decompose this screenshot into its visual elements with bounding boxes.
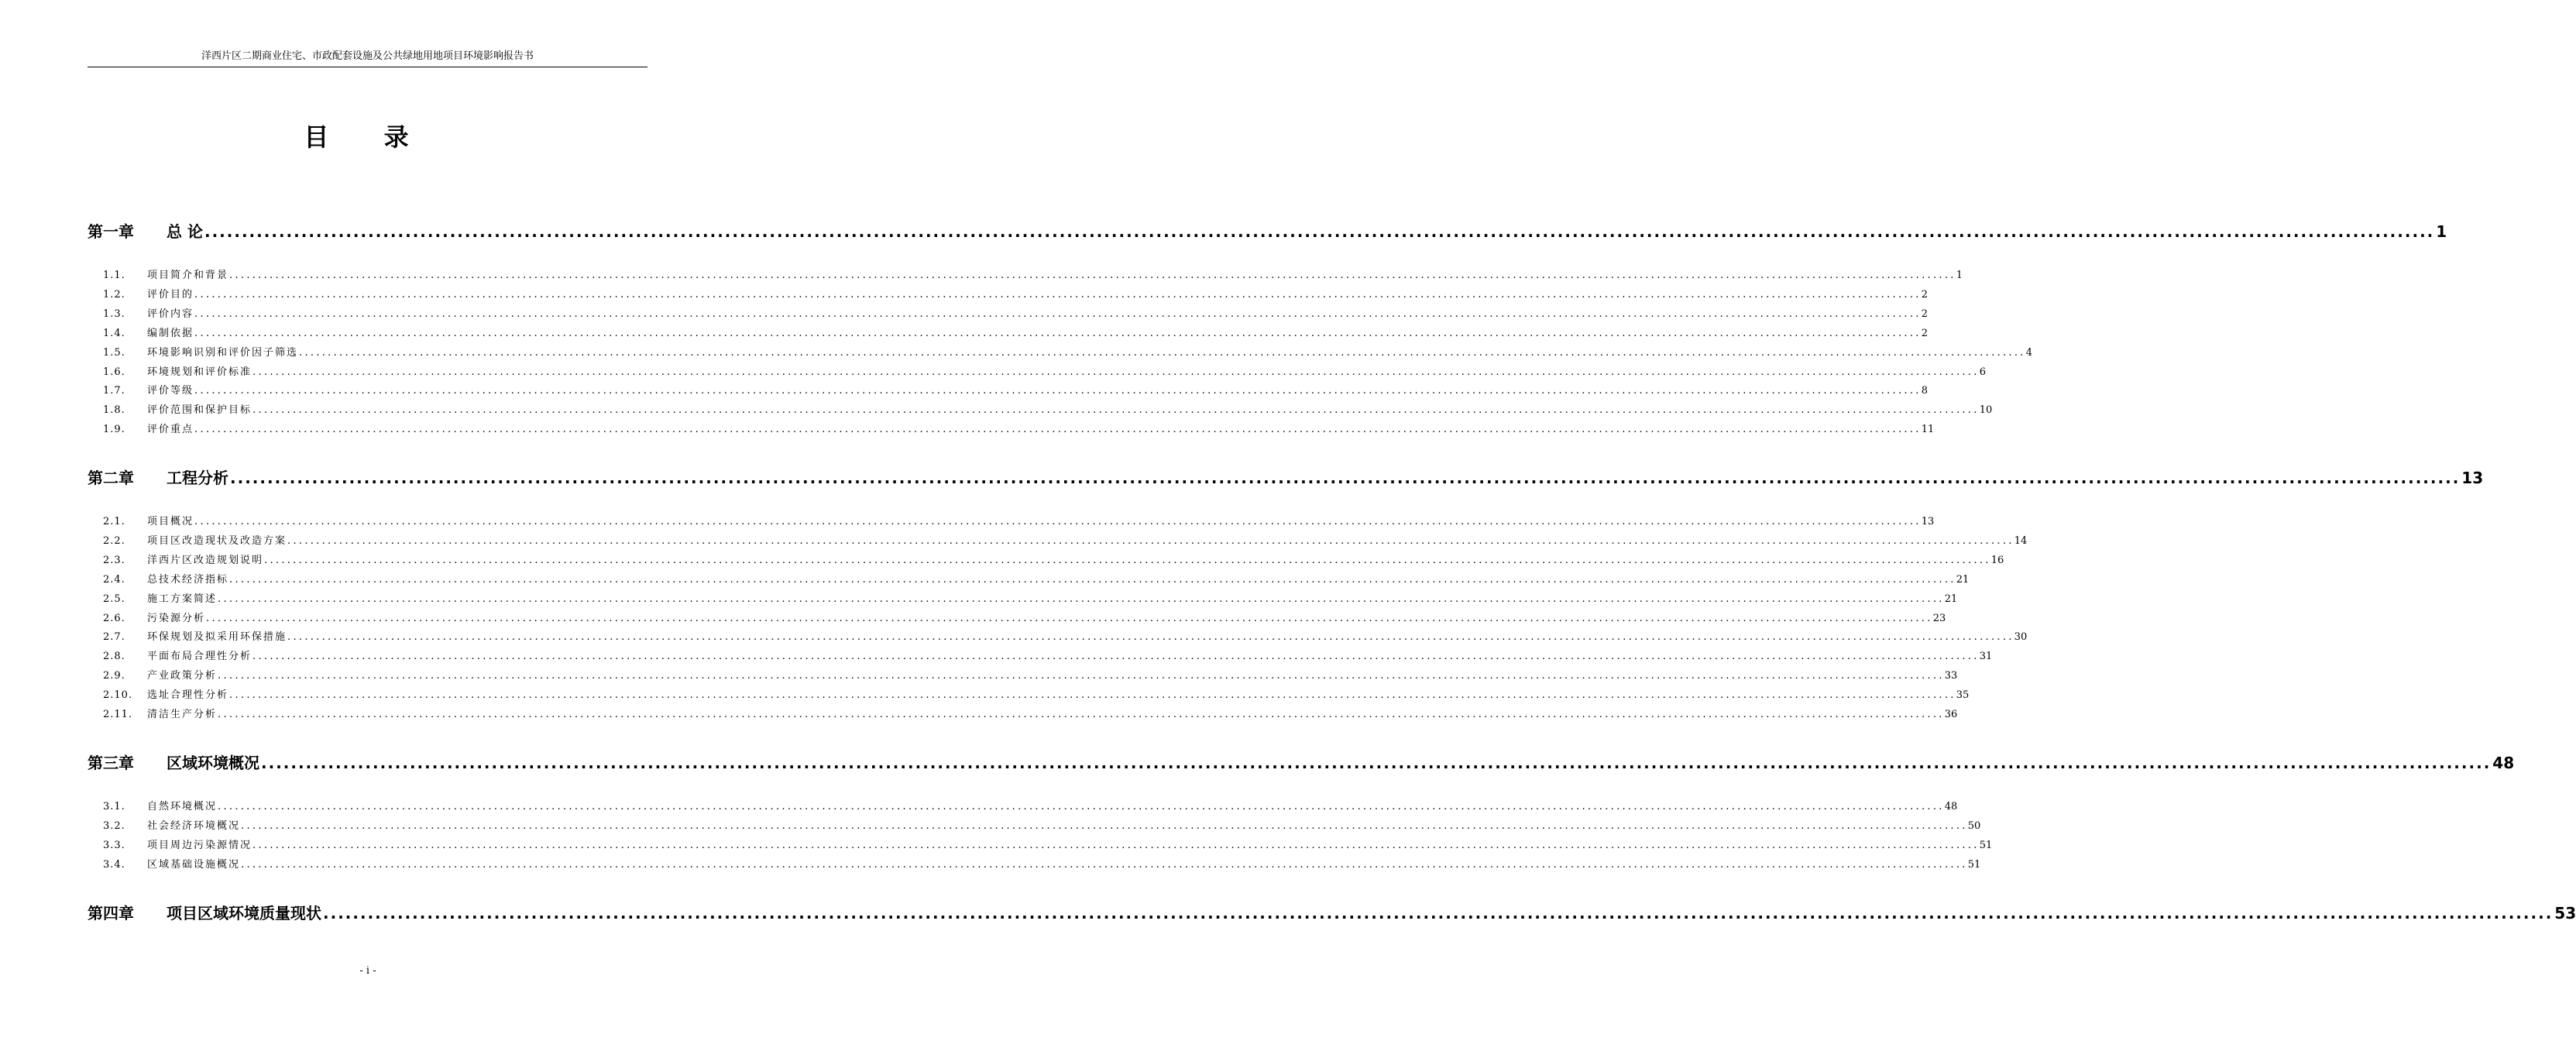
section-title: 评价范围和保护目标	[147, 404, 252, 417]
section-title: 总技术经济指标	[147, 573, 229, 586]
section-title: 平面布局合理性分析	[147, 651, 252, 663]
dot-leader: ............................................................................................................................................................................................................................................................................................................	[299, 346, 2026, 359]
section-title: 评价重点	[147, 424, 194, 436]
section-title: 项目区改造现状及改造方案	[147, 534, 287, 547]
chapter-number: 第四章	[88, 904, 134, 922]
section-title: 环境影响识别和评价因子筛选	[147, 346, 299, 359]
section-title: 清洁生产分析	[147, 709, 218, 720]
section-title: 评价等级	[147, 385, 194, 397]
dot-leader: ............................................................................................................................................................................................................................................................................................................	[264, 554, 1991, 566]
section-title: 环境规划和评价标准	[147, 366, 252, 378]
toc-section[interactable]	[88, 345, 2032, 361]
toc-section[interactable]	[88, 268, 1963, 283]
section-page-number: 13	[1921, 516, 1935, 527]
dot-leader: ............................................................................................................................................................................................................................................................................................................	[218, 593, 1945, 605]
section-number: 1.9.	[103, 424, 125, 436]
toc-section[interactable]	[88, 688, 1970, 703]
section-number: 2.9.	[103, 670, 125, 682]
toc-section[interactable]	[88, 630, 2028, 645]
section-page-number: 23	[1932, 612, 1946, 624]
toc-section[interactable]	[88, 365, 1986, 380]
dot-leader: ............................................................................................................................................................................................................................................................................................................	[218, 709, 1945, 720]
section-page-number: 21	[1956, 573, 1970, 586]
section-title: 编制依据	[147, 327, 194, 339]
toc-section[interactable]	[88, 534, 2028, 549]
chapter-page-number: 1	[2436, 222, 2447, 241]
section-title: 环保规划及拟采用环保措施	[147, 631, 287, 644]
section-number: 1.8.	[103, 404, 125, 417]
running-header: 洋西片区二期商业住宅、市政配套设施及公共绿地用地项目环境影响报告书	[201, 50, 534, 62]
dot-leader: ............................................................................................................................................................................................................................................................................................................	[252, 651, 1980, 663]
toc-section[interactable]	[88, 799, 1958, 815]
section-page-number: 33	[1944, 670, 1958, 682]
toc-chapter[interactable]	[88, 903, 2576, 923]
toc-section[interactable]	[88, 592, 1958, 607]
toc-section[interactable]	[88, 668, 1958, 684]
page-title: 目 录	[304, 122, 432, 152]
section-page-number: 14	[2014, 534, 2028, 547]
dot-leader: ............................................................................................................................................................................................................................................................................................................	[252, 839, 1980, 851]
section-number: 2.2.	[103, 534, 125, 547]
dot-leader: ............................................................................................................................................................................................................................................................................................................	[230, 469, 2461, 487]
section-page-number: 4	[2025, 346, 2032, 359]
dot-leader: ............................................................................................................................................................................................................................................................................................................	[252, 366, 1980, 378]
section-number: 2.11.	[103, 709, 133, 720]
section-number: 3.4.	[103, 858, 125, 871]
toc-section[interactable]	[88, 307, 1928, 322]
section-page-number: 36	[1944, 709, 1958, 720]
dot-leader: ............................................................................................................................................................................................................................................................................................................	[323, 904, 2554, 922]
section-title: 项目概况	[147, 516, 194, 527]
section-number: 1.7.	[103, 385, 125, 397]
section-number: 2.10.	[103, 689, 133, 702]
chapter-number: 第二章	[88, 469, 134, 487]
dot-leader: ............................................................................................................................................................................................................................................................................................................	[229, 689, 1956, 702]
section-number: 2.4.	[103, 573, 125, 586]
page-number: - i -	[359, 965, 376, 977]
dot-leader: ............................................................................................................................................................................................................................................................................................................	[218, 670, 1945, 682]
section-number: 1.3.	[103, 307, 125, 320]
section-number: 2.6.	[103, 612, 125, 624]
section-page-number: 35	[1956, 689, 1970, 702]
section-title: 项目简介和背景	[147, 270, 229, 281]
section-number: 2.7.	[103, 631, 125, 644]
toc-chapter[interactable]	[88, 753, 2515, 773]
section-page-number: 10	[1979, 404, 1993, 417]
dot-leader: ............................................................................................................................................................................................................................................................................................................	[194, 424, 1922, 436]
toc-section[interactable]	[88, 649, 1993, 665]
section-page-number: 30	[2014, 631, 2028, 644]
chapter-title: 区域环境概况	[167, 754, 259, 772]
section-page-number: 50	[1967, 819, 1981, 832]
section-number: 1.4.	[103, 327, 125, 339]
toc-section[interactable]	[88, 707, 1958, 723]
section-page-number: 11	[1921, 424, 1935, 436]
section-number: 2.3.	[103, 554, 125, 566]
toc-section[interactable]	[88, 857, 1981, 873]
section-page-number: 2	[1921, 327, 1928, 339]
toc-section[interactable]	[88, 572, 1970, 588]
section-page-number: 6	[1979, 366, 1986, 378]
toc-section[interactable]	[88, 819, 1981, 834]
toc-section[interactable]	[88, 514, 1935, 530]
toc-section[interactable]	[88, 383, 1928, 399]
chapter-page-number: 53	[2554, 904, 2576, 922]
section-title: 污染源分析	[147, 612, 206, 624]
dot-leader: ............................................................................................................................................................................................................................................................................................................	[229, 270, 1956, 281]
section-page-number: 48	[1944, 801, 1958, 813]
dot-leader: ............................................................................................................................................................................................................................................................................................................	[287, 631, 2014, 644]
section-page-number: 1	[1956, 270, 1963, 281]
section-title: 洋西片区改造规划说明	[147, 554, 264, 566]
chapter-title: 总 论	[167, 222, 203, 241]
section-page-number: 2	[1921, 307, 1928, 320]
section-page-number: 51	[1979, 839, 1993, 851]
section-title: 产业政策分析	[147, 670, 218, 682]
toc-chapter[interactable]	[88, 468, 2484, 488]
dot-leader: ............................................................................................................................................................................................................................................................................................................	[252, 404, 1980, 417]
section-number: 1.2.	[103, 288, 125, 301]
section-title: 评价目的	[147, 288, 194, 301]
dot-leader: ............................................................................................................................................................................................................................................................................................................	[229, 573, 1956, 586]
section-title: 施工方案简述	[147, 593, 218, 605]
dot-leader: ............................................................................................................................................................................................................................................................................................................	[194, 307, 1922, 320]
section-number: 1.1.	[103, 270, 125, 281]
chapter-number: 第一章	[88, 222, 134, 241]
section-title: 区域基础设施概况	[147, 858, 241, 871]
toc-section[interactable]	[88, 326, 1928, 342]
section-number: 3.1.	[103, 801, 125, 813]
section-page-number: 2	[1921, 288, 1928, 301]
section-number: 1.6.	[103, 366, 125, 378]
section-title: 项目周边污染源情况	[147, 839, 252, 851]
section-title: 选址合理性分析	[147, 689, 229, 702]
dot-leader: ............................................................................................................................................................................................................................................................................................................	[261, 754, 2492, 772]
chapter-page-number: 13	[2461, 469, 2484, 487]
section-page-number: 8	[1921, 385, 1928, 397]
dot-leader: ............................................................................................................................................................................................................................................................................................................	[287, 534, 2014, 547]
section-number: 3.3.	[103, 839, 125, 851]
dot-leader: ............................................................................................................................................................................................................................................................................................................	[241, 858, 1968, 871]
dot-leader: ............................................................................................................................................................................................................................................................................................................	[206, 612, 1933, 624]
toc-section[interactable]	[88, 422, 1935, 438]
toc-section[interactable]	[88, 287, 1928, 303]
section-title: 评价内容	[147, 307, 194, 320]
section-number: 2.1.	[103, 516, 125, 527]
dot-leader: ............................................................................................................................................................................................................................................................................................................	[194, 516, 1922, 527]
toc-section[interactable]	[88, 838, 1993, 854]
dot-leader: ............................................................................................................................................................................................................................................................................................................	[241, 819, 1968, 832]
section-title: 社会经济环境概况	[147, 819, 241, 832]
chapter-title: 项目区域环境质量现状	[167, 904, 321, 922]
chapter-page-number: 48	[2492, 754, 2515, 772]
section-page-number: 51	[1967, 858, 1981, 871]
toc-chapter[interactable]	[88, 222, 2447, 242]
dot-leader: ............................................................................................................................................................................................................................................................................................................	[194, 385, 1922, 397]
section-page-number: 31	[1979, 651, 1993, 663]
section-number: 2.8.	[103, 651, 125, 663]
chapter-title: 工程分析	[167, 469, 228, 487]
toc-section[interactable]	[88, 611, 1946, 627]
chapter-number: 第三章	[88, 754, 134, 772]
dot-leader: ............................................................................................................................................................................................................................................................................................................	[204, 222, 2435, 241]
dot-leader: ............................................................................................................................................................................................................................................................................................................	[194, 288, 1922, 301]
section-number: 2.5.	[103, 593, 125, 605]
section-page-number: 21	[1944, 593, 1958, 605]
dot-leader: ............................................................................................................................................................................................................................................................................................................	[194, 327, 1922, 339]
toc-section[interactable]	[88, 403, 1993, 418]
section-page-number: 16	[1990, 554, 2004, 566]
section-number: 1.5.	[103, 346, 125, 359]
toc-section[interactable]	[88, 553, 2004, 569]
dot-leader: ............................................................................................................................................................................................................................................................................................................	[218, 801, 1945, 813]
section-title: 自然环境概况	[147, 801, 218, 813]
section-number: 3.2.	[103, 819, 125, 832]
